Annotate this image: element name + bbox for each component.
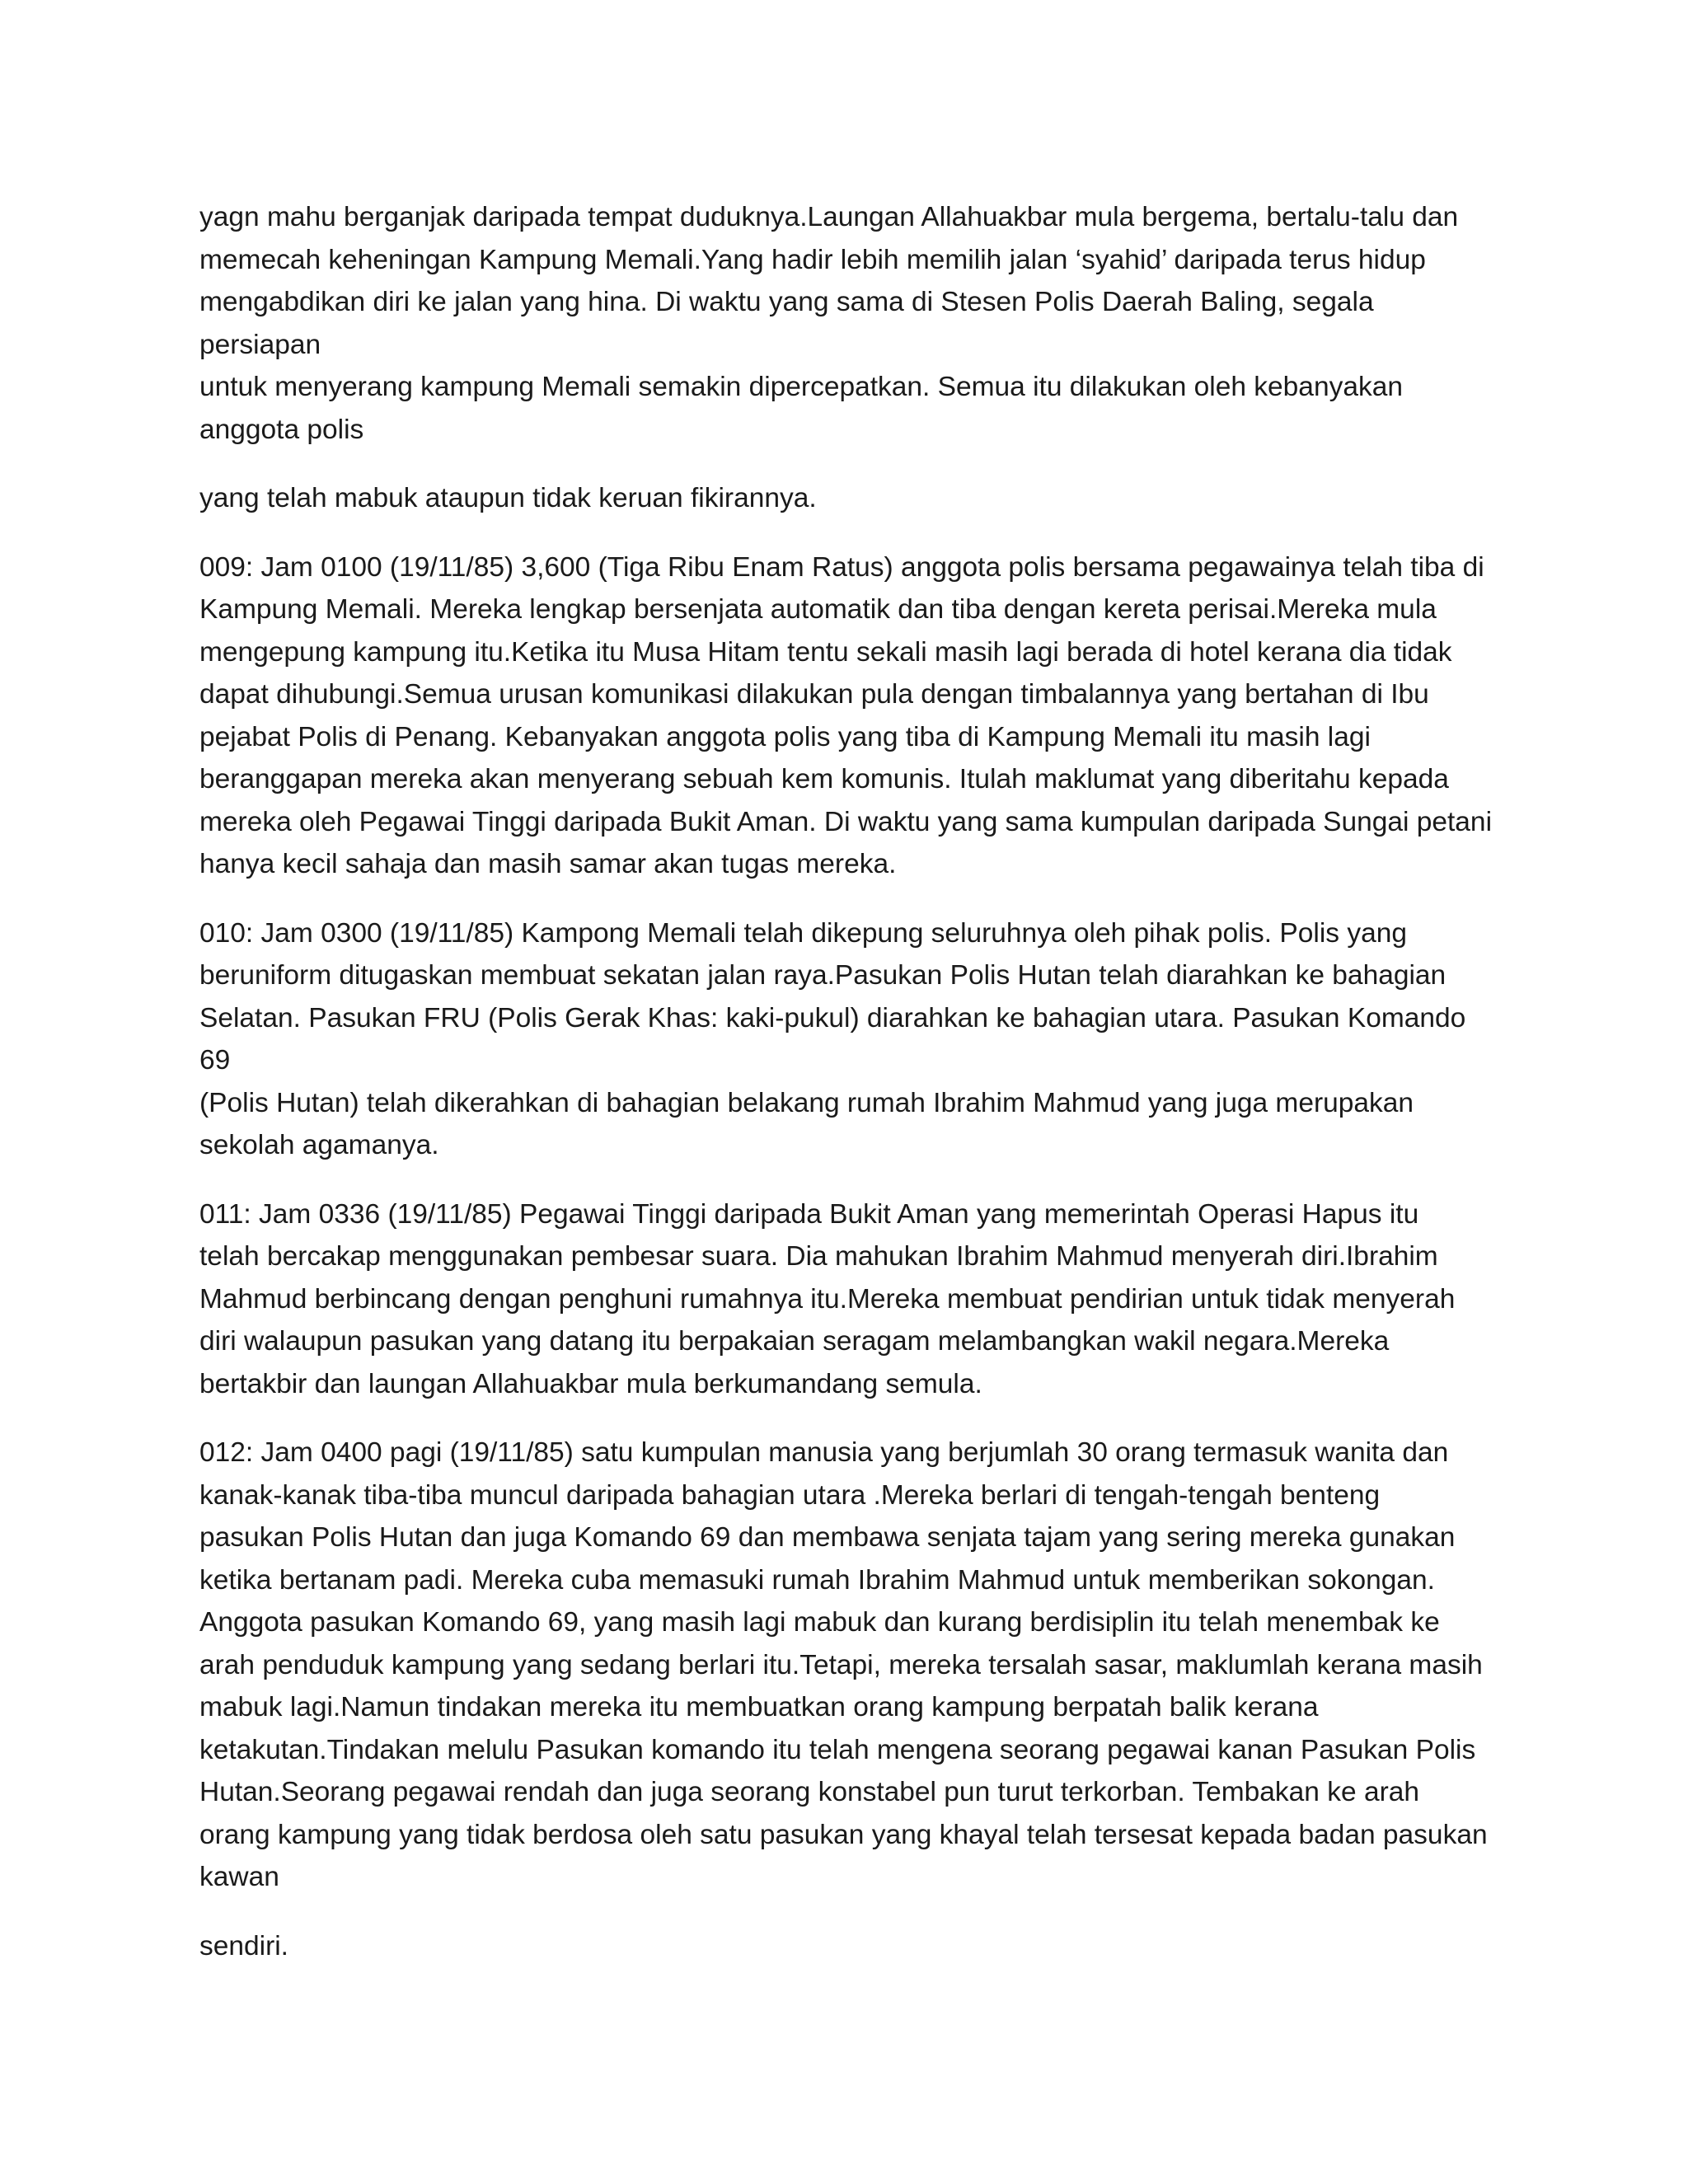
paragraph-5: 011: Jam 0336 (19/11/85) Pegawai Tinggi daripada Bukit Aman yang memerintah Operasi Hapus itu telah bercakap menggunakan pembesar suara. Dia mahukan Ibrahim Mahmud menyerah diri.Ibrahim Mahmud berbincang dengan penghuni rumahnya itu.Mereka membuat pendirian untuk tidak menyerah diri walaupun pasukan yang datang itu berpakaian seragam melambangkan wakil negara.Mereka bertakbir dan laungan Allahuakbar mula berkumandang semula.	[199, 1198, 1456, 1399]
document-page	[199, 196, 1502, 1994]
paragraph-4: 010: Jam 0300 (19/11/85) Kampong Memali telah dikepung seluruhnya oleh pihak polis. Polis yang beruniform ditugaskan membuat sekatan jalan raya.Pasukan Polis Hutan telah diarahkan ke bahagian Selatan. Pasukan FRU (Polis Gerak Khas: kaki-pukul) diarahkan ke bahagian utara. Pasukan Komando 69 (Polis Hutan) telah dikerahkan di bahagian belakang rumah Ibrahim Mahmud yang juga merupakan sekolah agamanya.	[199, 917, 1466, 1160]
paragraph-1: yagn mahu berganjak daripada tempat duduknya.Laungan Allahuakbar mula bergema, bertalu-talu dan memecah keheningan Kampung Memali.Yang hadir lebih memilih jalan ‘syahid’ daripada terus hidup mengabdikan diri ke jalan yang hina. Di waktu yang sama di Stesen Polis Daerah Baling, segala persiapan untuk menyerang kampung Memali semakin dipercepatkan. Semua itu dilakukan oleh kebanyakan anggota polis	[199, 202, 1459, 445]
paragraph-6: 012: Jam 0400 pagi (19/11/85) satu kumpulan manusia yang berjumlah 30 orang termasuk wanita dan kanak-kanak tiba-tiba muncul daripada bahagian utara .Mereka berlari di tengah-tengah benteng pasukan Polis Hutan dan juga Komando 69 dan membawa senjata tajam yang sering mereka gunakan ketika bertanam padi. Mereka cuba memasuki rumah Ibrahim Mahmud untuk memberikan sokongan. Anggota pasukan Komando 69, yang masih lagi mabuk dan kurang berdisiplin itu telah menembak ke arah penduduk kampung yang sedang berlari itu.Tetapi, mereka tersalah sasar, maklumlah kerana masih mabuk lagi.Namun tindakan mereka itu membuatkan orang kampung berpatah balik kerana ketakutan.Tindakan melulu Pasukan komando itu telah mengena seorang pegawai kanan Pasukan Polis Hutan.Seorang pegawai rendah dan juga seorang konstabel pun turut terkorban. Tembakan ke arah orang kampung yang tidak berdosa oleh satu pasukan yang khayal telah tersesat kepada badan pasukan kawan	[199, 1437, 1488, 1892]
paragraph-3: 009: Jam 0100 (19/11/85) 3,600 (Tiga Ribu Enam Ratus) anggota polis bersama pegawainya telah tiba di Kampung Memali. Mereka lengkap bersenjata automatik dan tiba dengan kereta perisai.Mereka mula mengepung kampung itu.Ketika itu Musa Hitam tentu sekali masih lagi berada di hotel kerana dia tidak dapat dihubungi.Semua urusan komunikasi dilakukan pula dengan timbalannya yang bertahan di Ibu pejabat Polis di Penang. Kebanyakan anggota polis yang tiba di Kampung Memali itu masih lagi beranggapan mereka akan menyerang sebuah kem komunis. Itulah maklumat yang diberitahu kepada mereka oleh Pegawai Tinggi daripada Bukit Aman. Di waktu yang sama kumpulan daripada Sungai petani hanya kecil sahaja dan masih samar akan tugas mereka.	[199, 551, 1493, 879]
paragraph-7: sendiri.	[199, 1930, 288, 1961]
paragraph-2: yang telah mabuk ataupun tidak keruan fikirannya.	[199, 483, 817, 513]
